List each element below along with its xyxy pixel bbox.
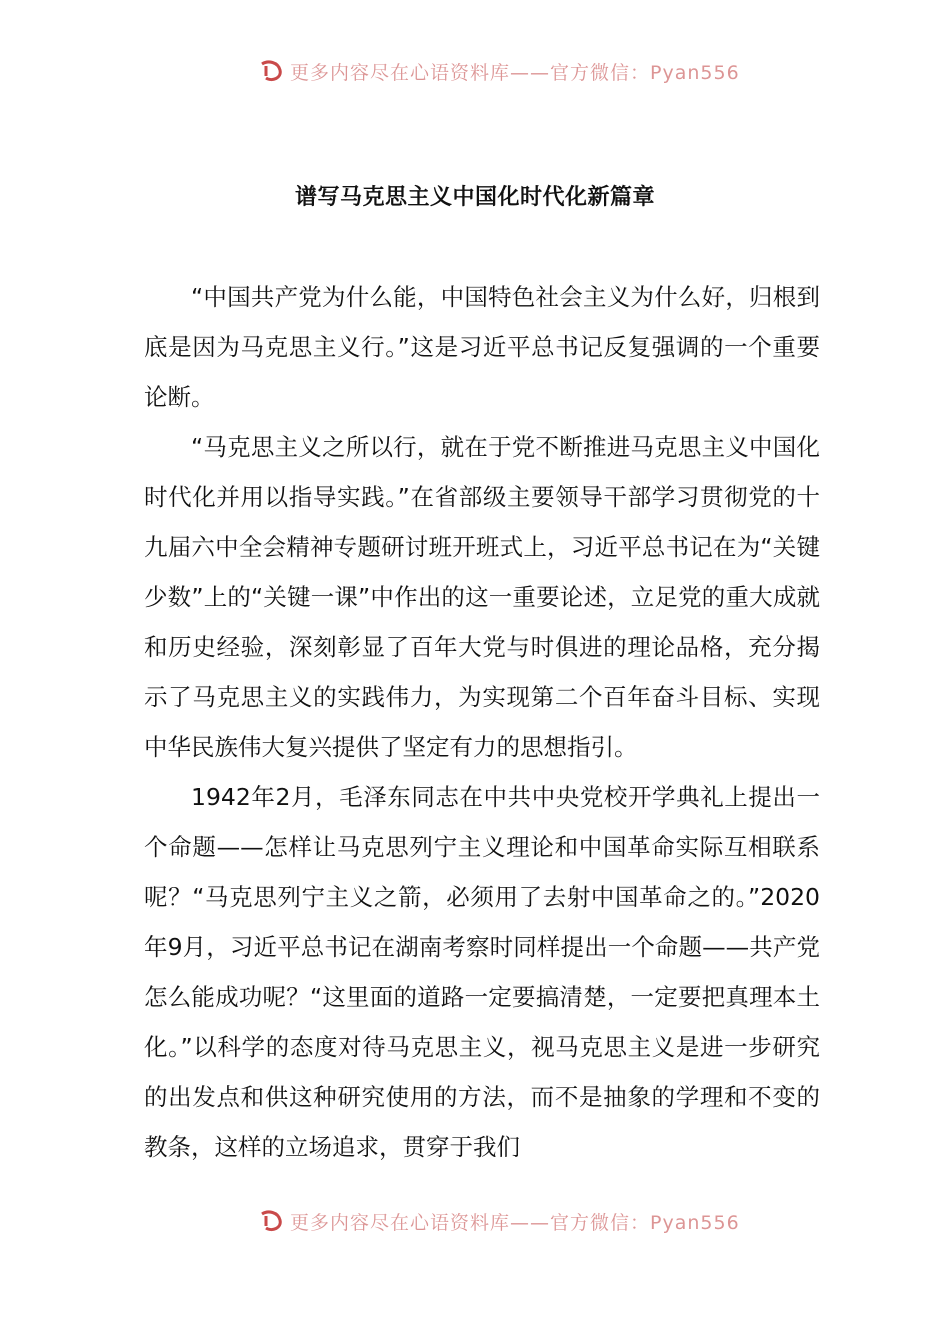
header-watermark-text: 更多内容尽在心语资料库——官方微信：Pyan556 xyxy=(290,61,740,84)
header-watermark xyxy=(258,58,778,84)
paragraph: “中国共产党为什么能，中国特色社会主义为什么好，归根到底是因为马克思主义行。”这是习近平总书记反复强调的一个重要论断。 xyxy=(144,283,820,411)
paragraph: “马克思主义之所以行，就在于党不断推进马克思主义中国化时代化并用以指导实践。”在省部级主要领导干部学习贯彻党的十九届六中全会精神专题研讨班开班式上，习近平总书记在为“关键少数”上的“关键一课”中作出的这一重要论述，立足党的重大成就和历史经验，深刻彰显了百年大党与时俱进的理论品格，充分揭示了马克思主义的实践伟力，为实现第二个百年奋斗目标、实现中华民族伟大复兴提供了坚定有力的思想指引。 xyxy=(144,433,820,761)
document-title: 谱写马克思主义中国化时代化新篇章 xyxy=(294,185,655,210)
watermark-logo-icon xyxy=(258,58,284,84)
paragraph: 1942年2月，毛泽东同志在中共中央党校开学典礼上提出一个命题——怎样让马克思列宁主义理论和中国革命实际互相联系呢？“马克思列宁主义之箭，必须用了去射中国革命之的。”2020年9月，习近平总书记在湖南考察时同样提出一个命题——共产党怎么能成功呢？“这里面的道路一定要搞清楚，一定要把真理本土化。”以科学的态度对待马克思主义，视马克思主义是进一步研究的出发点和供这种研究使用的方法，而不是抽象的学理和不变的教条，这样的立场追求，贯穿于我们 xyxy=(144,783,820,1161)
watermark-logo-icon xyxy=(258,1208,284,1234)
footer-watermark-text: 更多内容尽在心语资料库——官方微信：Pyan556 xyxy=(290,1211,740,1234)
article-body xyxy=(144,272,820,1172)
footer-watermark xyxy=(258,1208,778,1234)
